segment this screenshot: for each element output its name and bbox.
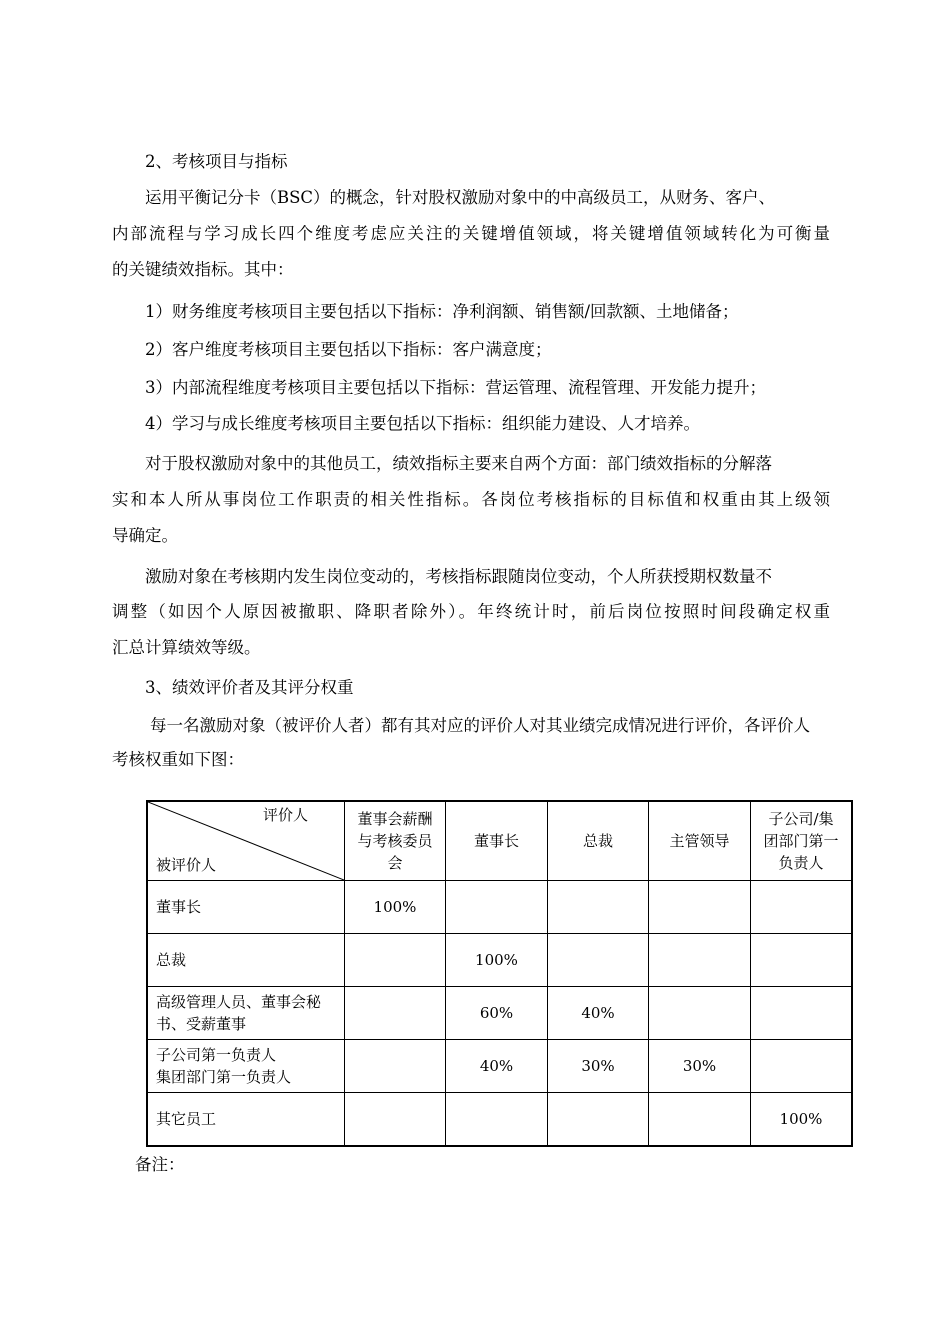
table-cell [446, 881, 548, 934]
table-cell [548, 934, 649, 987]
row-label-line: 其它员工 [156, 1109, 217, 1128]
header-line: 董事长 [473, 832, 519, 850]
section-2-heading: 2、考核项目与指标 [145, 152, 288, 171]
para-change-line-2: 调整（如因个人原因被撤职、降职者除外）。年终统计时，前后岗位按照时间段确定权重 [112, 602, 830, 621]
header-cell [345, 801, 446, 881]
row-label [147, 881, 345, 934]
table-row [147, 987, 852, 1040]
row-label [147, 987, 345, 1040]
header-line: 子公司/集 [768, 810, 834, 828]
row-label [147, 934, 345, 987]
table-cell: 100% [345, 881, 446, 934]
intro-line-2: 内部流程与学习成长四个维度考虑应关注的关键增值领域，将关键增值领域转化为可衡量 [112, 224, 830, 243]
header-line: 主管领导 [669, 832, 730, 850]
header-line: 与考核委员 [357, 832, 433, 850]
table-cell [345, 1093, 446, 1146]
table-cell [751, 881, 853, 934]
table-cell [345, 934, 446, 987]
row-label-line: 集团部门第一负责人 [156, 1068, 292, 1086]
para-eval-line-1: 每一名激励对象（被评价人者）都有其对应的评价人对其业绩完成情况进行评价，各评价人 [150, 716, 810, 735]
table-cell: 100% [446, 934, 548, 987]
para-change-line-3: 汇总计算绩效等级。 [112, 638, 261, 657]
section-3-heading: 3、绩效评价者及其评分权重 [145, 678, 354, 697]
indicator-2: 2）客户维度考核项目主要包括以下指标：客户满意度； [145, 340, 552, 359]
table-cell [548, 881, 649, 934]
para-other-line-3: 导确定。 [112, 526, 178, 545]
header-line: 总裁 [582, 832, 613, 850]
row-label-line: 总裁 [156, 951, 187, 969]
table-cell [345, 987, 446, 1040]
row-label [147, 1093, 345, 1146]
header-line: 董事会薪酬 [357, 810, 433, 828]
table-row [147, 881, 852, 934]
table-cell [751, 1040, 853, 1093]
corner-label-evaluatee: 被评价人 [156, 856, 217, 874]
table-cell [751, 934, 853, 987]
table-cell: 30% [548, 1040, 649, 1093]
table-cell: 100% [751, 1093, 853, 1146]
para-eval-line-2: 考核权重如下图： [112, 750, 244, 769]
table-cell: 60% [446, 987, 548, 1040]
table-cell [649, 881, 751, 934]
row-label-line: 董事长 [156, 898, 202, 916]
intro-line-3: 的关键绩效指标。其中： [112, 260, 294, 279]
table-header-row [147, 801, 852, 881]
row-label [147, 1040, 345, 1093]
table-cell [345, 1040, 446, 1093]
corner-cell [147, 801, 345, 881]
header-cell [446, 801, 548, 881]
para-other-line-2: 实和本人所从事岗位工作职责的相关性指标。各岗位考核指标的目标值和权重由其上级领 [112, 490, 830, 509]
intro-line-1: 运用平衡记分卡（BSC）的概念，针对股权激励对象中的中高级员工，从财务、客户、 [145, 188, 776, 207]
header-line: 负责人 [778, 854, 824, 872]
para-other-line-1: 对于股权激励对象中的其他员工，绩效指标主要来自两个方面：部门绩效指标的分解落 [145, 454, 772, 473]
header-cell [649, 801, 751, 881]
header-cell [751, 801, 853, 881]
corner-label-evaluator: 评价人 [262, 806, 308, 824]
indicator-4: 4）学习与成长维度考核项目主要包括以下指标：组织能力建设、人才培养。 [145, 414, 700, 433]
header-line: 会 [387, 854, 403, 872]
table-cell [548, 1093, 649, 1146]
table-row [147, 934, 852, 987]
table-cell [446, 1093, 548, 1146]
table-cell [649, 934, 751, 987]
table-row [147, 1040, 852, 1093]
row-label-line: 高级管理人员、董事会秘 [156, 993, 322, 1011]
table-cell: 40% [446, 1040, 548, 1093]
table-cell [649, 987, 751, 1040]
table-cell: 40% [548, 987, 649, 1040]
para-change-line-1: 激励对象在考核期内发生岗位变动的，考核指标跟随岗位变动，个人所获授期权数量不 [145, 567, 772, 586]
evaluator-weight-table [146, 800, 853, 1147]
table-cell [649, 1093, 751, 1146]
table-cell [751, 987, 853, 1040]
indicator-3: 3）内部流程维度考核项目主要包括以下指标：营运管理、流程管理、开发能力提升； [145, 378, 766, 397]
row-label-line: 书、受薪董事 [156, 1015, 247, 1033]
header-line: 团部门第一 [763, 832, 839, 850]
indicator-1: 1）财务维度考核项目主要包括以下指标：净利润额、销售额/回款额、土地储备； [145, 302, 739, 321]
table-cell: 30% [649, 1040, 751, 1093]
table-row [147, 1093, 852, 1146]
note-label: 备注： [135, 1155, 185, 1174]
header-cell [548, 801, 649, 881]
row-label-line: 子公司第一负责人 [156, 1046, 277, 1064]
